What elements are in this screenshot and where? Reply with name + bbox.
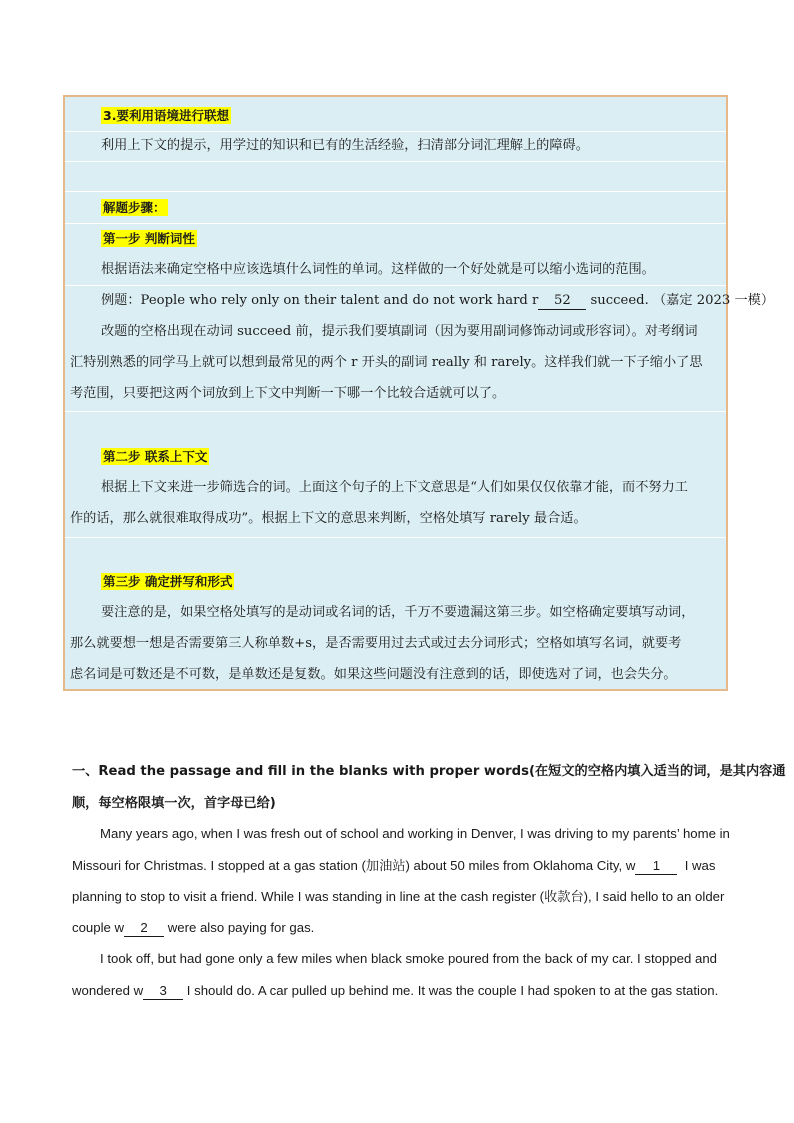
step3-text: 那么就要想一想是否需要第三人称单数+s，是否需要用过去式或过去分词形式；空格如填写名词，就要考 xyxy=(70,636,682,651)
row-divider xyxy=(65,411,726,412)
tip-intro: 利用上下文的提示，用学过的知识和已有的生活经验，扫清部分词汇理解上的障碍。 xyxy=(101,138,589,153)
blank-3[interactable]: 3 xyxy=(143,983,183,1000)
row-divider xyxy=(65,131,726,132)
tip-heading: 3.要利用语境进行联想 xyxy=(103,108,229,123)
example-blank: 52 xyxy=(538,293,586,310)
row-divider xyxy=(65,537,726,538)
row-divider xyxy=(65,285,726,286)
step1-example: 例题：People who rely only on their talent and do not work hard r 52 succeed. （嘉定 2023 一模） xyxy=(101,293,775,308)
step2-text: 作的话，那么就很难取得成功”。根据上下文的意思来判断，空格处填写 rarely 最合适。 xyxy=(70,511,587,526)
passage-line: couple w 2 were also paying for gas. xyxy=(72,920,315,935)
row-divider xyxy=(65,223,726,224)
passage-line: planning to stop to visit a friend. While I was standing in line at the cash register (收款台), I said hello to an older xyxy=(72,889,725,904)
step1-label: 第一步 判断词性 xyxy=(103,231,195,246)
steps-label: 解题步骤： xyxy=(103,200,166,215)
step1-explanation: 考范围，只要把这两个词放到上下文中判断一下哪一个比较合适就可以了。 xyxy=(70,386,506,401)
row-divider xyxy=(65,191,726,192)
passage-line: wondered w 3 I should do. A car pulled up behind me. It was the couple I had spoken to at the gas station. xyxy=(72,983,719,998)
blank-2[interactable]: 2 xyxy=(124,920,164,937)
passage-line: Missouri for Christmas. I stopped at a gas station (加油站) about 50 miles from Oklahoma City, w 1 I was xyxy=(72,858,716,873)
step2-label: 第二步 联系上下文 xyxy=(103,449,208,464)
section-title: 顺，每空格限填一次，首字母已给) xyxy=(72,796,276,811)
blank-1[interactable]: 1 xyxy=(635,858,677,875)
step3-text: 虑名词是可数还是不可数，是单数还是复数。如果这些问题没有注意到的话，即使选对了词，也会失分。 xyxy=(70,667,677,682)
step1-explanation: 改题的空格出现在动词 succeed 前，提示我们要填副词（因为要用副词修饰动词或形容词）。对考纲词 xyxy=(101,324,698,339)
step1-text: 根据语法来确定空格中应该选填什么词性的单词。这样做的一个好处就是可以缩小选词的范围。 xyxy=(101,262,655,277)
passage-line: I took off, but had gone only a few miles when black smoke poured from the back of my car. I stopped and xyxy=(100,951,717,966)
step2-text: 根据上下文来进一步筛选合的词。上面这个句子的上下文意思是“人们如果仅仅依靠才能，而不努力工 xyxy=(101,480,688,495)
step3-label: 第三步 确定拼写和形式 xyxy=(103,574,233,589)
tip-box xyxy=(63,95,775,691)
section-title: 一、Read the passage and fill in the blanks with proper words(在短文的空格内填入适当的词，是其内容通 xyxy=(72,764,786,779)
step3-text: 要注意的是，如果空格处填写的是动词或名词的话，千万不要遗漏这第三步。如空格确定要填写动词， xyxy=(101,605,695,620)
row-divider xyxy=(65,161,726,162)
passage-line: Many years ago, when I was fresh out of school and working in Denver, I was driving to my parents’ home in xyxy=(100,826,730,841)
step1-explanation: 汇特别熟悉的同学马上就可以想到最常见的两个 r 开头的副词 really 和 rarely。这样我们就一下子缩小了思 xyxy=(70,355,703,370)
